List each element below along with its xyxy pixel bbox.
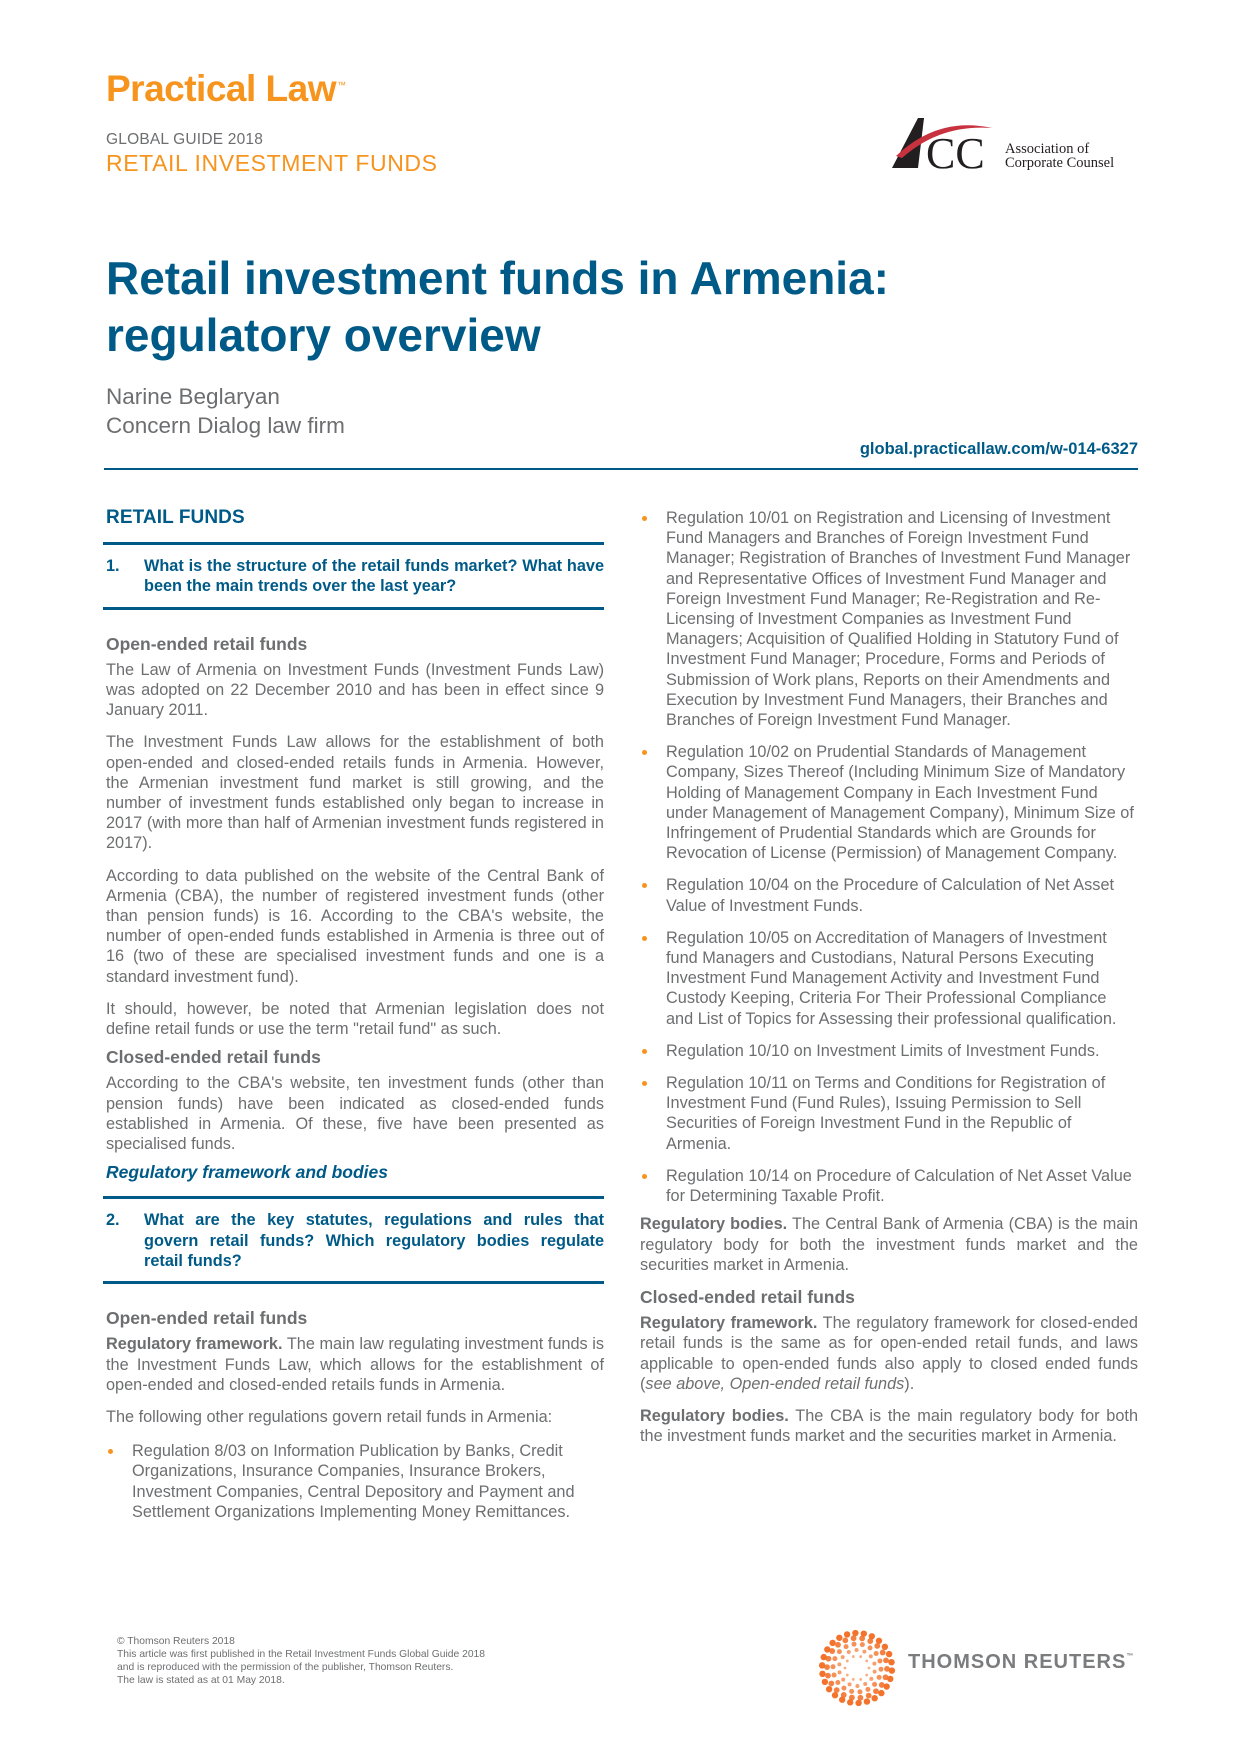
logo-dot — [828, 1681, 834, 1687]
logo-dot — [829, 1640, 835, 1646]
author-firm: Concern Dialog law firm — [106, 413, 345, 438]
question-number: 1. — [106, 557, 120, 576]
paragraph: The Investment Funds Law allows for the establishment of both open-ended and closed-ended retails funds in Armenia. However, the Armenian investment fund market is still growing, and the number of investment funds established only began to increase in 2017 (with more than half of Armenian investment funds registered in 2017). — [106, 733, 604, 853]
logo-dot — [869, 1654, 873, 1658]
list-item-text: Regulation 8/03 on Information Publication by Banks, Credit Organizations, Insurance Companies, Insurance Brokers, Investment Companies, Central Depository and Payment and Settlement Organizations Implementing Money Remittances. — [132, 1442, 575, 1521]
logo-dot — [865, 1674, 868, 1677]
bullet-icon — [642, 1174, 647, 1179]
subheading-closed-ended: Closed-ended retail funds — [106, 1047, 321, 1068]
list-item — [640, 742, 1138, 863]
logo-dot — [882, 1644, 888, 1650]
logo-dot — [844, 1667, 847, 1670]
logo-dot — [880, 1650, 886, 1656]
logo-dot — [847, 1699, 853, 1705]
page-title — [106, 250, 1006, 364]
list-item — [640, 928, 1138, 1029]
header-divider — [104, 468, 1138, 470]
logo-dot — [852, 1655, 855, 1658]
paragraph — [640, 1406, 1138, 1446]
logo-dot — [861, 1630, 867, 1636]
logo-dot — [859, 1655, 862, 1658]
run-in-heading: Regulatory bodies. — [640, 1406, 789, 1425]
footer-line: The law is stated as at 01 May 2018. — [117, 1675, 285, 1686]
logo-dot — [844, 1644, 849, 1649]
paragraph: The Law of Armenia on Investment Funds (Investment Funds Law) was adopted on 22 December 2010 and has been in effect since 9 January 2011. — [106, 660, 604, 720]
acc-name-line1: Association of — [1005, 141, 1090, 157]
logo-dot — [855, 1648, 859, 1652]
list-item — [640, 1073, 1138, 1154]
logo-dot — [847, 1650, 851, 1654]
thomson-reuters-logo — [817, 1628, 1137, 1708]
logo-dot — [872, 1662, 876, 1666]
logo-dot — [868, 1667, 871, 1670]
logo-dot — [824, 1646, 830, 1652]
bullet-icon — [642, 1081, 647, 1086]
logo-dot — [863, 1682, 867, 1686]
footer-line: and is reproduced with the permission of the publisher, Thomson Reuters. — [117, 1662, 454, 1673]
logo-dot — [865, 1660, 868, 1663]
logo-dot — [857, 1689, 862, 1694]
left-column — [106, 508, 604, 1534]
acc-name — [1005, 142, 1114, 170]
copyright: © Thomson Reuters 2018 — [117, 1636, 235, 1647]
right-column — [640, 508, 1138, 1458]
author-block — [106, 382, 345, 440]
logo-dot — [888, 1659, 894, 1665]
guide-label: GLOBAL GUIDE 2018 — [106, 131, 264, 148]
logo-dot — [852, 1642, 857, 1647]
logo-dot — [832, 1692, 838, 1698]
logo-dot — [822, 1679, 828, 1685]
regulation-list — [640, 508, 1138, 1206]
subheading-open-ended: Open-ended retail funds — [106, 1308, 308, 1329]
logo-dot — [852, 1678, 855, 1681]
list-item-text: Regulation 10/14 on Procedure of Calculation of Net Asset Value for Determining Taxable Profit. — [666, 1166, 1132, 1206]
paragraph — [640, 1214, 1138, 1275]
trademark-symbol: ™ — [1126, 1653, 1135, 1660]
paragraph-text: The main law regulating investment funds is the Investment Funds Law, which allows for the establishment of open-ended and closed-ended retails funds in Armenia. — [106, 1335, 605, 1394]
question-number: 2. — [106, 1211, 120, 1230]
logo-dot — [835, 1680, 840, 1685]
subheading-closed-ended: Closed-ended retail funds — [640, 1286, 855, 1307]
title-line-2: regulatory overview — [106, 309, 541, 361]
section-heading: RETAIL FUNDS — [106, 507, 245, 528]
logo-dot — [838, 1670, 842, 1674]
logo-dot — [877, 1658, 882, 1663]
paragraph: The following other regulations govern retail funds in Armenia: — [106, 1407, 553, 1426]
logo-dot — [836, 1635, 842, 1641]
list-item-text: Regulation 10/10 on Investment Limits of Investment Funds. — [666, 1041, 1100, 1060]
paragraph-text: ). — [904, 1374, 915, 1393]
paragraph-text: The Central Bank of Armenia (CBA) is the main regulatory body for both the investment funds market and the securities market in Armenia. — [640, 1215, 1138, 1274]
bullet-icon — [642, 516, 647, 521]
logo-dot — [868, 1645, 873, 1650]
logo-dot — [865, 1687, 870, 1692]
bullet-icon — [642, 883, 647, 888]
logo-dot — [832, 1673, 837, 1678]
question-text: What are the key statutes, regulations and rules that govern retail funds? Which regulatory bodies regulate retail funds? — [144, 1211, 604, 1270]
practical-law-logo — [106, 68, 346, 110]
title-line-1: Retail investment funds in Armenia: — [106, 252, 889, 304]
list-item — [640, 508, 1138, 730]
bullet-icon — [642, 936, 647, 941]
logo-dot — [841, 1655, 845, 1659]
paragraph — [640, 1313, 1138, 1394]
svg-text:CC: CC — [926, 129, 985, 178]
logo-dot — [841, 1686, 846, 1691]
logo-dot — [878, 1690, 884, 1696]
author-name: Narine Beglaryan — [106, 384, 280, 409]
logo-dot — [846, 1660, 849, 1663]
logo-dot — [869, 1633, 875, 1639]
paragraph: It should, however, be noted that Armenian legislation does not define retail funds or use the term "retail fund" as such. — [106, 999, 604, 1039]
logo-dot — [842, 1637, 848, 1643]
run-in-heading: Regulatory bodies. — [640, 1215, 788, 1234]
thomson-reuters-dot-icon — [817, 1628, 897, 1708]
acc-logo-mark — [888, 112, 1008, 178]
logo-dot — [860, 1642, 865, 1647]
bullet-icon — [108, 1449, 113, 1454]
list-item — [640, 1041, 1138, 1061]
logo-dot — [831, 1664, 836, 1669]
run-in-heading: Regulatory framework. — [106, 1335, 283, 1354]
logo-dot — [866, 1693, 872, 1699]
paragraph: According to the CBA's website, ten investment funds (other than pension funds) have been indicated as closed-ended funds established in Armenia. Of these, five have been presented as specialised funds. — [106, 1074, 604, 1154]
logo-dot — [886, 1651, 892, 1657]
question-2 — [103, 1196, 604, 1284]
logo-dot — [821, 1654, 827, 1660]
acc-name-line2: Corporate Counsel — [1005, 155, 1115, 171]
list-item-text: Regulation 10/02 on Prudential Standards of Management Company, Sizes Thereof (Including Minimum Size of Mandatory Holding of Management Company in Each Investment Fund under Management of Management Company), Minimum Size of Infringement of Prudential Standards which are Grounds for Revocation of License (Permission) of Management Company. — [666, 743, 1134, 863]
question-text: What is the structure of the retail funds market? What have been the main trends over the last year? — [144, 557, 604, 596]
logo-dot — [877, 1675, 882, 1680]
logo-dot — [859, 1678, 862, 1681]
footer-note — [117, 1635, 485, 1687]
paragraph: According to data published on the website of the Central Bank of Armenia (CBA), the number of registered investment funds (other than pension funds) is 16. According to the CBA's website, the number of open-ended funds established in Armenia is three out of 16 (two of these are specialised investment funds and one is a standard investment fund). — [106, 866, 604, 986]
cross-reference-link[interactable]: see above, Open-ended retail funds — [645, 1374, 905, 1393]
list-item — [106, 1441, 604, 1522]
list-item-text: Regulation 10/01 on Registration and Licensing of Investment Fund Managers and Branches of Foreign Investment Fund Manager; Registration of Branches of Investment Fund Manager and Representative Offices of Investment Fund Manager and Foreign Investment Fund Manager; Re-Registration and Re-Licensing of Investment Companies as Investment Fund Managers; Acquisition of Qualified Holding in Statutory Fund of Investment Fund Manager; Procedure, Forms and Periods of Submission of Work plans, Reports on their Amendments and Execution by Investment Fund Managers, their Branches and Branches of Foreign Investment Fund Manager. — [666, 509, 1131, 730]
regulation-list — [106, 1441, 604, 1522]
paragraph-text: The regulatory framework for closed-ended retail funds is the same as for open-ended retail funds, and laws applicable to open-ended funds also apply to closed ended funds ( — [640, 1314, 1138, 1393]
publisher-name-text: THOMSON REUTERS — [908, 1651, 1127, 1673]
logo-dot — [848, 1682, 852, 1686]
logo-dot — [883, 1657, 889, 1663]
bullet-icon — [642, 1049, 647, 1054]
run-in-heading: Regulatory framework. — [640, 1314, 818, 1333]
logo-dot — [826, 1686, 832, 1692]
logo-dot — [872, 1682, 877, 1687]
acc-logo — [888, 112, 1138, 178]
brand-name: Practical Law — [106, 68, 337, 109]
logo-dot — [889, 1667, 895, 1673]
logo-dot — [844, 1631, 850, 1637]
list-item-text: Regulation 10/04 on the Procedure of Calculation of Net Asset Value of Investment Funds. — [666, 876, 1115, 915]
logo-dot — [832, 1656, 837, 1661]
list-item — [640, 1166, 1138, 1206]
logo-dot — [855, 1700, 861, 1706]
logo-dot — [883, 1683, 889, 1689]
logo-dot — [869, 1677, 873, 1681]
logo-dot — [873, 1688, 879, 1694]
footer-line: This article was first published in the Retail Investment Funds Global Guide 2018 — [117, 1649, 486, 1660]
subheading-open-ended: Open-ended retail funds — [106, 633, 308, 654]
logo-dot — [841, 1678, 845, 1682]
logo-dot — [819, 1662, 825, 1668]
logo-dot — [846, 1674, 849, 1677]
logo-dot — [874, 1651, 879, 1656]
paragraph-text: The CBA is the main regulatory body for both the investment funds market and the securities market in Armenia. — [640, 1406, 1139, 1446]
list-item-text: Regulation 10/05 on Accreditation of Managers of Investment fund Managers and Custodians, Natural Persons Executing Investment Fund Management Activity and Investment Fund Custody Keeping, Criteria For Their Professional Compliance and List of Topics for Assessing their professional qualification. — [666, 928, 1117, 1028]
guide-topic: RETAIL INVESTMENT FUNDS — [106, 150, 438, 176]
logo-dot — [837, 1662, 841, 1666]
logo-dot — [878, 1667, 883, 1672]
logo-dot — [825, 1673, 831, 1679]
logo-dot — [839, 1697, 845, 1703]
article-url-link[interactable]: global.practicallaw.com/w-014-6327 — [859, 440, 1138, 458]
list-item-text: Regulation 10/11 on Terms and Conditions for Registration of Investment Fund (Fund Rules), Issuing Permission to Sell Securities of Foreign Investment Fund in the Republic of Armenia. — [666, 1074, 1106, 1153]
logo-dot — [819, 1671, 825, 1677]
trademark-symbol: ™ — [337, 80, 346, 90]
logo-dot — [855, 1684, 859, 1688]
logo-dot — [837, 1649, 842, 1654]
paragraph — [106, 1334, 604, 1395]
logo-dot — [887, 1676, 893, 1682]
logo-dot — [876, 1638, 882, 1644]
logo-dot — [852, 1630, 858, 1636]
list-item — [640, 875, 1138, 915]
logo-dot — [871, 1695, 877, 1701]
logo-dot — [849, 1689, 854, 1694]
bullet-icon — [642, 750, 647, 755]
question-1 — [103, 542, 604, 609]
logo-dot — [835, 1642, 841, 1648]
logo-dot — [862, 1650, 866, 1654]
logo-dot — [864, 1698, 870, 1704]
subsection-heading: Regulatory framework and bodies — [106, 1162, 389, 1183]
publisher-name — [908, 1651, 1134, 1674]
logo-dot — [873, 1670, 877, 1674]
